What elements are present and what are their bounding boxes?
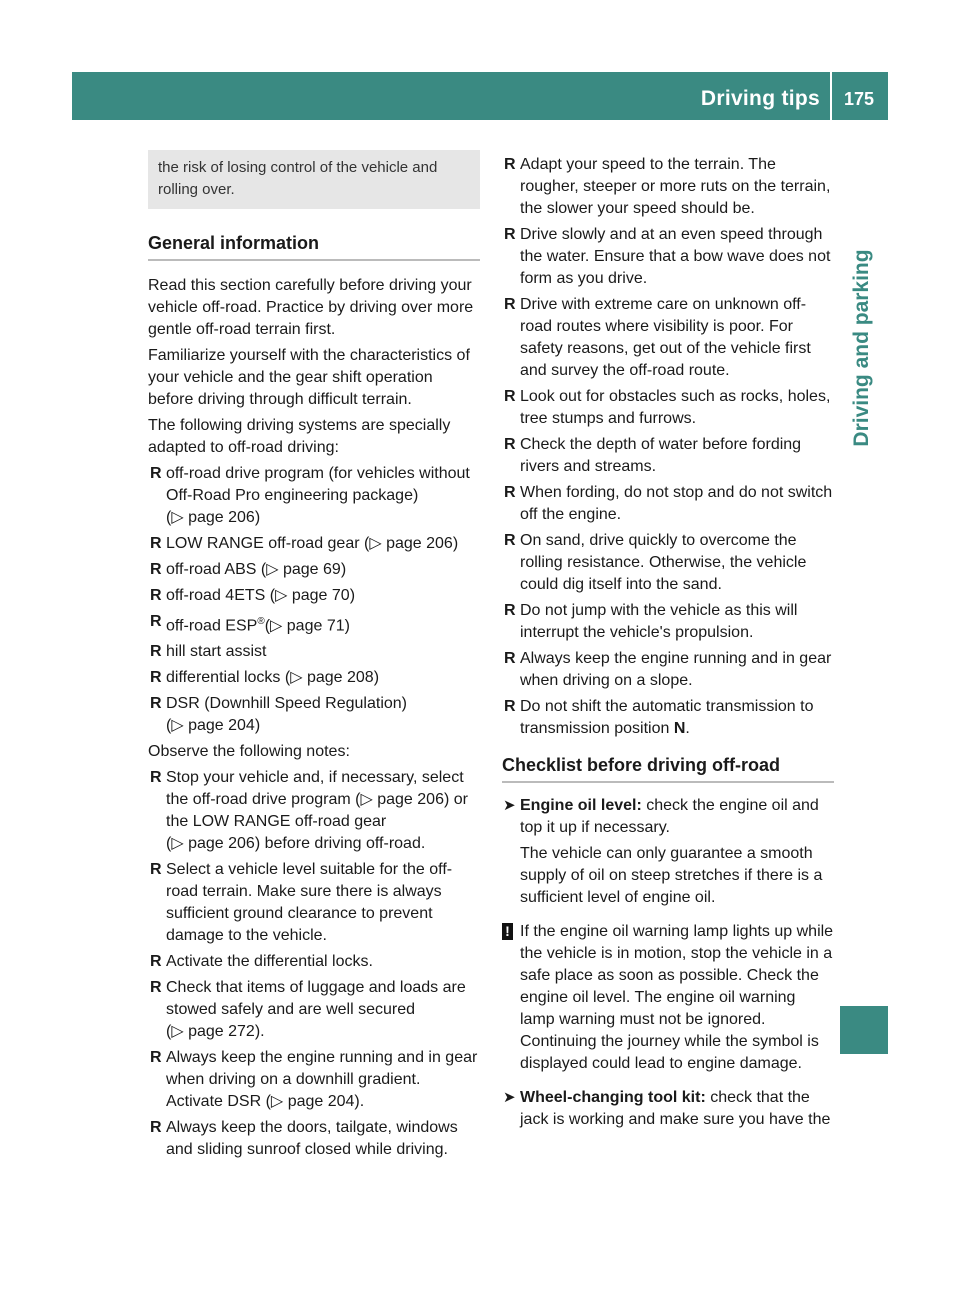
list-item: R Activate the differential locks.: [150, 953, 373, 971]
paragraph: Observe the following notes:: [148, 743, 350, 761]
page-ref-link[interactable]: page 206: [188, 509, 255, 526]
list-item: R Do not jump with the vehicle as this will interrupt the vehicle's propulsion.: [504, 602, 798, 641]
note-oil-warning: ! If the engine oil warning lamp lights up while the vehicle is in motion, stop the vehicle in a safe place as soon as possible. Check the engine oil level. The engine oil warning lamp warning must not be ignored. Continuing the journey while the symbol is displayed could lead to engine damage.: [502, 921, 834, 1075]
list-item: R LOW RANGE off-road gear (▷ page 206): [150, 535, 459, 552]
header-bar: [72, 72, 888, 120]
list-item: R Always keep the engine running and in gear when driving on a downhill gradient. Activate DSR (▷ page 204).: [150, 1049, 478, 1111]
section-heading-general: General information: [148, 232, 480, 261]
warning-box: the risk of losing control of the vehicle and rolling over.: [148, 150, 480, 209]
triangle-right-icon: ▷: [171, 1023, 184, 1041]
triangle-right-icon: ▷: [270, 617, 283, 635]
list-item: R Look out for obstacles such as rocks, holes, tree stumps and furrows.: [504, 388, 831, 427]
list-item: R off-road drive program (for vehicles without Off-Road Pro engineering package) (▷ page 206): [150, 465, 470, 526]
triangle-right-icon: ▷: [171, 509, 184, 526]
paragraph: The following driving systems are specially adapted to off-road driving:: [148, 417, 451, 456]
checklist-item-oil: ➤ Engine oil level: check the engine oil and top it up if necessary. The vehicle can only guarantee a smooth supply of oil on steep stretches if there is a sufficient level of engine oil.: [502, 795, 834, 909]
list-item: R DSR (Downhill Speed Regulation) (▷ page 204): [150, 695, 408, 735]
header-title: Driving tips: [700, 87, 820, 110]
tips-list: [502, 154, 834, 740]
notes-list: [148, 767, 480, 1161]
section-heading-checklist: Checklist before driving off-road: [502, 754, 834, 783]
left-column: [148, 150, 480, 1165]
triangle-right-icon: ▷: [275, 587, 288, 604]
list-item: R Select a vehicle level suitable for the off-road terrain. Make sure there is always sufficient ground clearance to prevent damage to the vehicle.: [150, 861, 453, 945]
list-item: R Always keep the doors, tailgate, windows and sliding sunroof closed while driving.: [150, 1119, 458, 1159]
list-item: R Stop your vehicle and, if necessary, select the off-road drive program (▷ page 206) or the LOW RANGE off-road gear (▷ page 206) before driving off-road.: [150, 769, 468, 853]
triangle-right-icon: ▷: [290, 669, 303, 687]
arrow-right-icon: ➤: [503, 1089, 516, 1106]
page-ref-link[interactable]: page 272: [188, 1023, 255, 1041]
page-ref-link[interactable]: page 206: [377, 791, 444, 809]
list-item: R differential locks (▷ page 208): [150, 669, 380, 687]
systems-list: [148, 463, 480, 737]
triangle-right-icon: ▷: [360, 791, 373, 809]
page-ref-link[interactable]: page 206: [386, 535, 453, 552]
list-item: R Adapt your speed to the terrain. The rougher, steeper or more ruts on the terrain, the slower your speed should be.: [504, 156, 831, 217]
exclamation-icon: !: [502, 923, 513, 940]
page-ref-link[interactable]: page 71: [286, 617, 345, 635]
list-item: R Drive slowly and at an even speed through the water. Ensure that a bow wave does not form as you drive.: [504, 226, 831, 287]
checklist-item-tools: ➤ Wheel-changing tool kit: check that the jack is working and make sure you have the: [503, 1089, 831, 1128]
page-ref-link[interactable]: page 204: [188, 717, 255, 735]
right-column: [502, 150, 834, 1131]
page-ref-link[interactable]: page 206: [188, 835, 255, 853]
list-item: R Do not shift the automatic transmission to transmission position N.: [504, 698, 814, 737]
list-item: R Always keep the engine running and in gear when driving on a slope.: [504, 650, 832, 689]
triangle-right-icon: ▷: [266, 561, 279, 578]
list-item: R hill start assist: [150, 643, 267, 661]
list-item: R On sand, drive quickly to overcome the rolling resistance. Otherwise, the vehicle could dig itself into the sand.: [504, 532, 807, 593]
list-item: R Check the depth of water before fording rivers and streams.: [504, 436, 802, 475]
triangle-right-icon: ▷: [270, 1093, 284, 1111]
list-item: R Drive with extreme care on unknown off-road routes where visibility is poor. For safety reasons, get out of the vehicle first and survey the off-road route.: [504, 296, 811, 379]
page-ref-link[interactable]: page 208: [306, 669, 374, 687]
triangle-right-icon: ▷: [369, 535, 382, 552]
page-ref-link[interactable]: page 69: [282, 561, 341, 578]
page-ref-link[interactable]: page 204: [287, 1093, 355, 1111]
triangle-right-icon: ▷: [171, 835, 184, 853]
page-ref-link[interactable]: page 70: [291, 587, 350, 604]
list-item: R Check that items of luggage and loads are stowed safely and are well secured (▷ page 272).: [150, 979, 466, 1041]
paragraph: Familiarize yourself with the characteristics of your vehicle and the gear shift operation before driving through difficult terrain.: [148, 347, 470, 408]
header-separator: [830, 72, 832, 120]
list-item: R off-road ESP®(▷ page 71): [150, 613, 350, 635]
triangle-right-icon: ▷: [171, 717, 184, 735]
list-item: R off-road 4ETS (▷ page 70): [150, 587, 356, 604]
page-number: 175: [843, 89, 875, 109]
side-marker: [840, 1006, 888, 1054]
arrow-right-icon: ➤: [503, 797, 516, 814]
list-item: R off-road ABS (▷ page 69): [150, 561, 347, 578]
checklist-subtext: The vehicle can only guarantee a smooth supply of oil on steep stretches if there is a sufficient level of engine oil.: [520, 845, 823, 906]
list-item: R When fording, do not stop and do not switch off the engine.: [504, 484, 833, 523]
paragraph: Read this section carefully before driving your vehicle off-road. Practice by driving over more gentle off-road terrain first.: [148, 277, 474, 338]
